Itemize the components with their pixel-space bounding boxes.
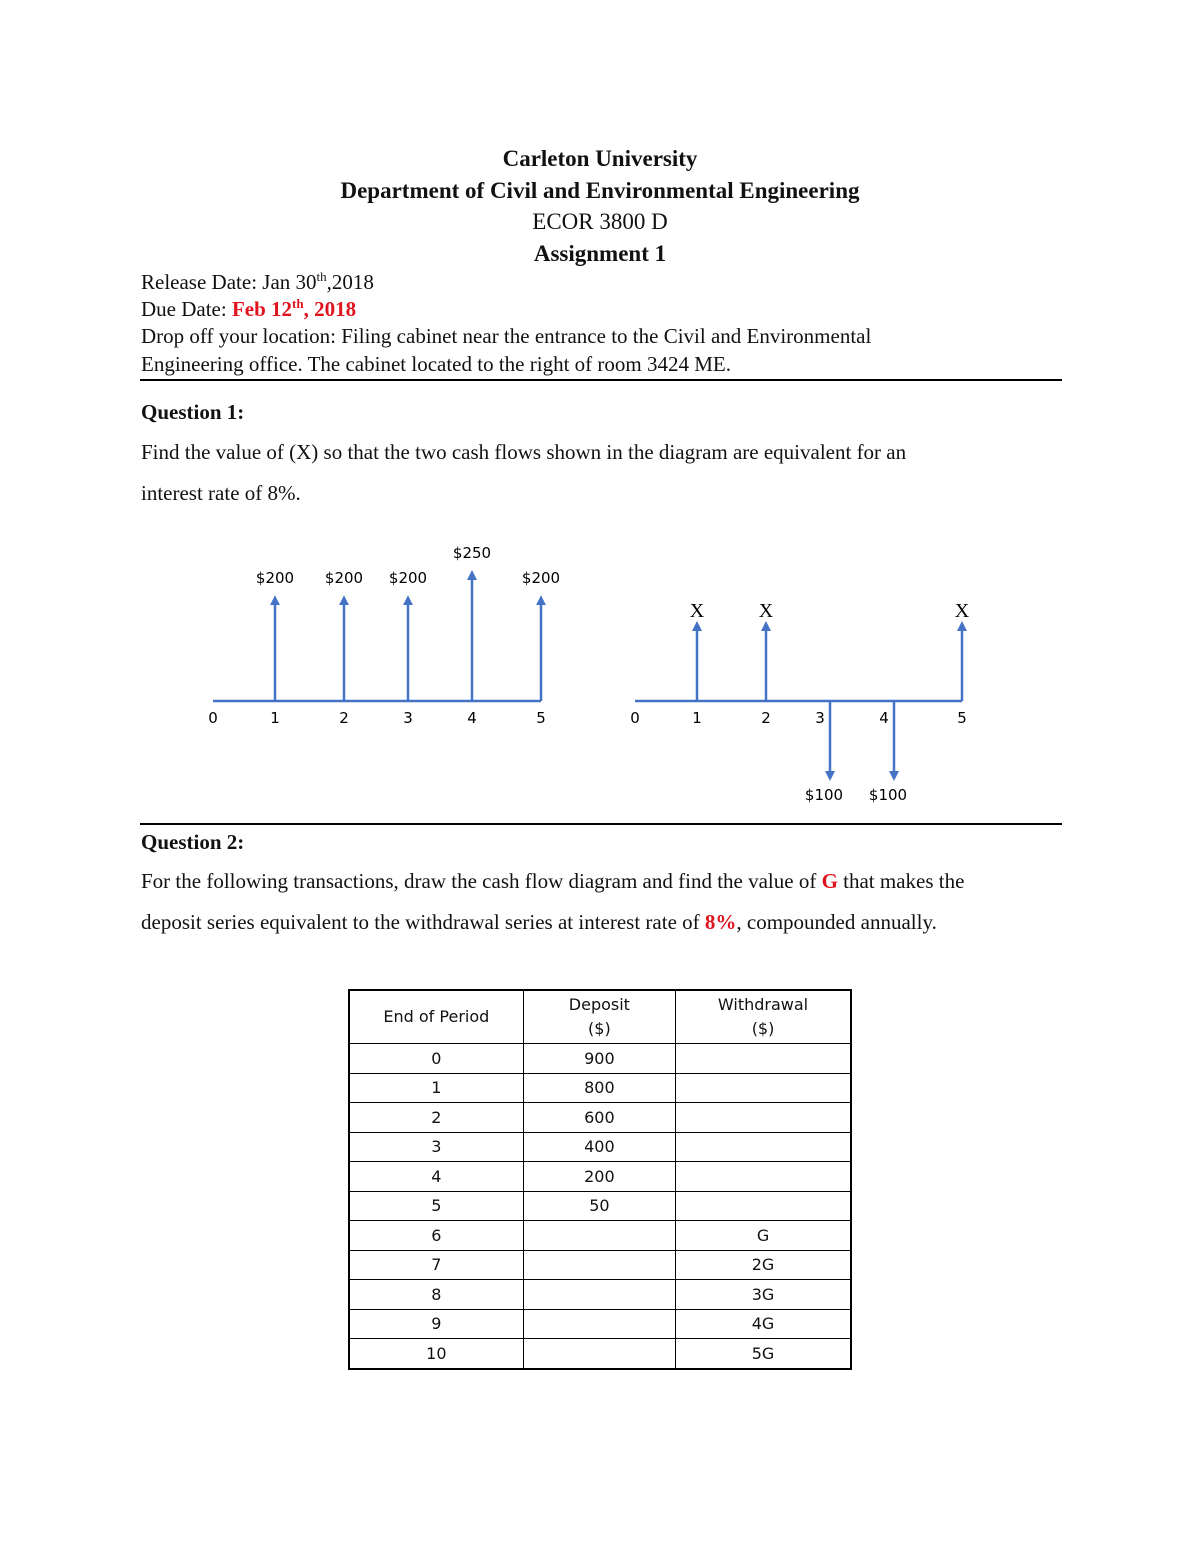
cell-withdrawal: 2G: [676, 1250, 851, 1280]
cell-period: 5: [349, 1191, 523, 1221]
cell-period: 8: [349, 1280, 523, 1310]
q2-title: Question 2:: [141, 830, 245, 854]
table-row: [349, 1250, 851, 1280]
table-row: [349, 1044, 851, 1074]
header-deposit: Deposit ($): [523, 990, 675, 1044]
table-row: [349, 1132, 851, 1162]
assignment-title: Assignment 1: [533, 241, 667, 266]
period-label: 5: [957, 709, 967, 727]
cell-period: 9: [349, 1309, 523, 1339]
transactions-table: [348, 989, 852, 1370]
q2-text-line-2: deposit series equivalent to the withdrawal series at interest rate of 8%, compounded annually.: [141, 910, 937, 934]
period-label: 4: [467, 709, 477, 727]
period-label: 5: [536, 709, 546, 727]
amount-label: $200: [255, 569, 295, 588]
cell-withdrawal: [676, 1191, 851, 1221]
cell-deposit: 400: [523, 1132, 675, 1162]
table-row: [349, 1339, 851, 1369]
left-cash-flow-diagram: [208, 544, 560, 727]
cell-withdrawal: [676, 1073, 851, 1103]
right-cash-flow-diagram: [630, 600, 970, 804]
x-label: X: [954, 600, 970, 622]
amount-label: $200: [521, 569, 561, 588]
department-name: Department of Civil and Environmental Engineering: [340, 178, 860, 203]
q1-title: Question 1:: [141, 400, 245, 424]
period-label: 1: [692, 709, 702, 727]
dropoff-line-1: Drop off your location: Filing cabinet near the entrance to the Civil and Environmental: [141, 324, 872, 348]
cash-flow-diagrams: [0, 540, 1200, 810]
cell-withdrawal: G: [676, 1221, 851, 1251]
cell-withdrawal: [676, 1132, 851, 1162]
table-row: [349, 1309, 851, 1339]
table-row: [349, 1191, 851, 1221]
period-label: 3: [403, 709, 413, 727]
divider-2: [140, 823, 1062, 825]
cell-deposit: [523, 1280, 675, 1310]
due-date: Due Date: Feb 12th, 2018: [141, 296, 357, 321]
cell-deposit: 900: [523, 1044, 675, 1074]
cell-deposit: 600: [523, 1103, 675, 1133]
amount-label: $100: [804, 786, 844, 804]
x-label: X: [689, 600, 705, 622]
due-date-value: Feb 12th, 2018: [231, 296, 357, 321]
table-row: [349, 1162, 851, 1192]
cell-period: 4: [349, 1162, 523, 1192]
period-label: 4: [879, 709, 889, 727]
table-row: [349, 1221, 851, 1251]
period-label: 0: [208, 709, 218, 727]
cell-withdrawal: 3G: [676, 1280, 851, 1310]
cell-withdrawal: [676, 1162, 851, 1192]
cell-period: 3: [349, 1132, 523, 1162]
header-end-of-period: End of Period: [349, 990, 523, 1044]
cell-deposit: 200: [523, 1162, 675, 1192]
course-code: ECOR 3800 D: [532, 209, 668, 234]
cell-period: 7: [349, 1250, 523, 1280]
q1-text-line-2: interest rate of 8%.: [141, 481, 301, 505]
cell-deposit: [523, 1309, 675, 1339]
x-label: X: [758, 600, 774, 622]
amount-label: $200: [324, 569, 364, 588]
cell-withdrawal: [676, 1103, 851, 1133]
cell-withdrawal: 5G: [676, 1339, 851, 1369]
period-label: 0: [630, 709, 640, 727]
cell-deposit: [523, 1221, 675, 1251]
period-label: 2: [339, 709, 349, 727]
cell-withdrawal: 4G: [676, 1309, 851, 1339]
amount-label: $250: [452, 544, 492, 562]
q2-g-highlight: G: [821, 869, 838, 893]
q2-text-line-1: For the following transactions, draw the cash flow diagram and find the value of G that makes the: [141, 869, 965, 893]
table-row: [349, 1103, 851, 1133]
cell-period: 6: [349, 1221, 523, 1251]
cell-period: 2: [349, 1103, 523, 1133]
divider-1: [140, 379, 1062, 381]
cell-deposit: 800: [523, 1073, 675, 1103]
q2-rate-highlight: 8%: [704, 910, 737, 934]
period-label: 2: [761, 709, 771, 727]
period-label: 3: [815, 709, 825, 727]
cell-deposit: 50: [523, 1191, 675, 1221]
cell-period: 1: [349, 1073, 523, 1103]
cell-deposit: [523, 1339, 675, 1369]
dropoff-line-2: Engineering office. The cabinet located to the right of room 3424 ME.: [141, 352, 731, 376]
cell-deposit: [523, 1250, 675, 1280]
table-row: [349, 1073, 851, 1103]
amount-label: $100: [868, 786, 908, 804]
cell-period: 0: [349, 1044, 523, 1074]
table-row: [349, 1280, 851, 1310]
release-date: Release Date: Jan 30th,2018: [141, 269, 374, 294]
period-label: 1: [270, 709, 280, 727]
cell-withdrawal: [676, 1044, 851, 1074]
university-name: Carleton University: [502, 146, 698, 171]
q1-text-line-1: Find the value of (X) so that the two cash flows shown in the diagram are equivalent for an: [141, 440, 907, 464]
header-withdrawal: Withdrawal ($): [676, 990, 851, 1044]
table-header-row: [349, 990, 851, 1044]
amount-label: $200: [388, 569, 428, 588]
cell-period: 10: [349, 1339, 523, 1369]
